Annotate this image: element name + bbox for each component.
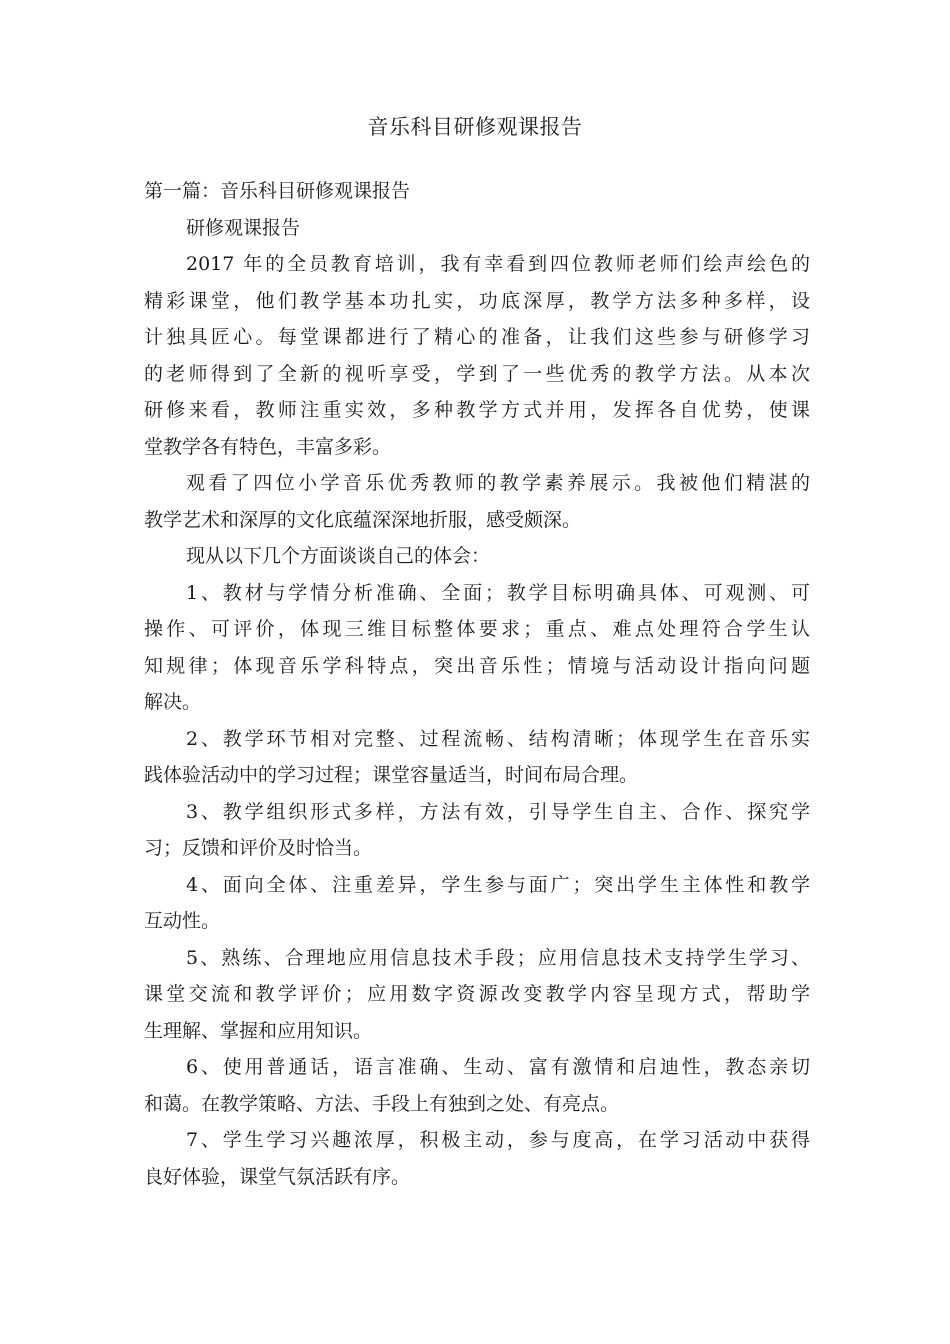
paragraph-line: 的老师得到了全新的视听享受，学到了一些优秀的教学方法。从本次 xyxy=(144,362,810,385)
paragraph-line: 2017 年的全员教育培训，我有幸看到四位教师老师们绘声绘色的 xyxy=(186,253,810,275)
paragraph-line: 现从以下几个方面谈谈自己的体会： xyxy=(186,545,491,567)
paragraph xyxy=(144,867,810,940)
subheading: 研修观课报告 xyxy=(186,216,301,239)
paragraph-line: 习；反馈和评价及时恰当。 xyxy=(144,837,373,859)
paragraph-line: 5、熟练、合理地应用信息技术手段；应用信息技术支持学生学习、 xyxy=(186,946,810,969)
paragraph-line: 研修来看，教师注重实效，多种教学方式并用，发挥各自优势，使课 xyxy=(144,399,810,421)
paragraph xyxy=(144,940,810,1050)
document-body xyxy=(144,173,810,1195)
section-heading: 第一篇：音乐科目研修观课报告 xyxy=(144,180,411,202)
paragraph-line: 教学艺术和深厚的文化底蕴深深地折服，感受颇深。 xyxy=(144,508,582,531)
paragraph-line: 4、面向全体、注重差异，学生参与面广；突出学生主体性和教学 xyxy=(186,873,810,896)
paragraph xyxy=(144,1122,810,1195)
paragraph xyxy=(144,465,810,538)
paragraph-line: 观看了四位小学音乐优秀教师的教学素养展示。我被他们精湛的 xyxy=(186,472,810,494)
paragraph-line: 7、学生学习兴趣浓厚，积极主动，参与度高，在学习活动中获得 xyxy=(186,1129,810,1151)
paragraph-line: 课堂交流和教学评价；应用数字资源改变教学内容呈现方式，帮助学 xyxy=(144,983,810,1005)
paragraph xyxy=(144,794,810,867)
paragraph-line: 解决。 xyxy=(144,691,202,713)
paragraph-line: 生理解、掌握和应用知识。 xyxy=(144,1019,373,1042)
document-title: 音乐科目研修观课报告 xyxy=(367,115,583,139)
paragraph-line: 操作、可评价，体现三维目标整体要求；重点、难点处理符合学生认 xyxy=(144,618,810,640)
paragraph-line: 和蔼。在教学策略、方法、手段上有独到之处、有亮点。 xyxy=(144,1092,620,1115)
paragraph-line: 6、使用普通话，语言准确、生动、富有激情和启迪性，教态亲切 xyxy=(186,1056,810,1078)
paragraph-line: 精彩课堂，他们教学基本功扎实，功底深厚，教学方法多种多样，设 xyxy=(144,289,810,312)
paragraph xyxy=(144,246,810,465)
paragraph xyxy=(144,721,810,794)
paragraph-line: 2、教学环节相对完整、过程流畅、结构清晰；体现学生在音乐实 xyxy=(186,727,810,750)
paragraph xyxy=(144,538,810,575)
paragraph-line: 知规律；体现音乐学科特点，突出音乐性；情境与活动设计指向问题 xyxy=(144,654,810,677)
paragraph-list xyxy=(144,246,810,1195)
paragraph-line: 践体验活动中的学习过程；课堂容量适当，时间布局合理。 xyxy=(144,764,639,786)
paragraph xyxy=(144,1049,810,1122)
paragraph-line: 互动性。 xyxy=(144,910,221,932)
paragraph-line: 堂教学各有特色，丰富多彩。 xyxy=(144,435,392,458)
paragraph xyxy=(144,575,810,721)
paragraph-line: 计独具匠心。每堂课都进行了精心的准备，让我们这些参与研修学习 xyxy=(144,326,810,348)
paragraph-line: 1、教材与学情分析准确、全面；教学目标明确具体、可观测、可 xyxy=(186,581,810,604)
paragraph-line: 良好体验，课堂气氛活跃有序。 xyxy=(144,1165,411,1188)
paragraph-line: 3、教学组织形式多样，方法有效，引导学生自主、合作、探究学 xyxy=(186,800,810,823)
